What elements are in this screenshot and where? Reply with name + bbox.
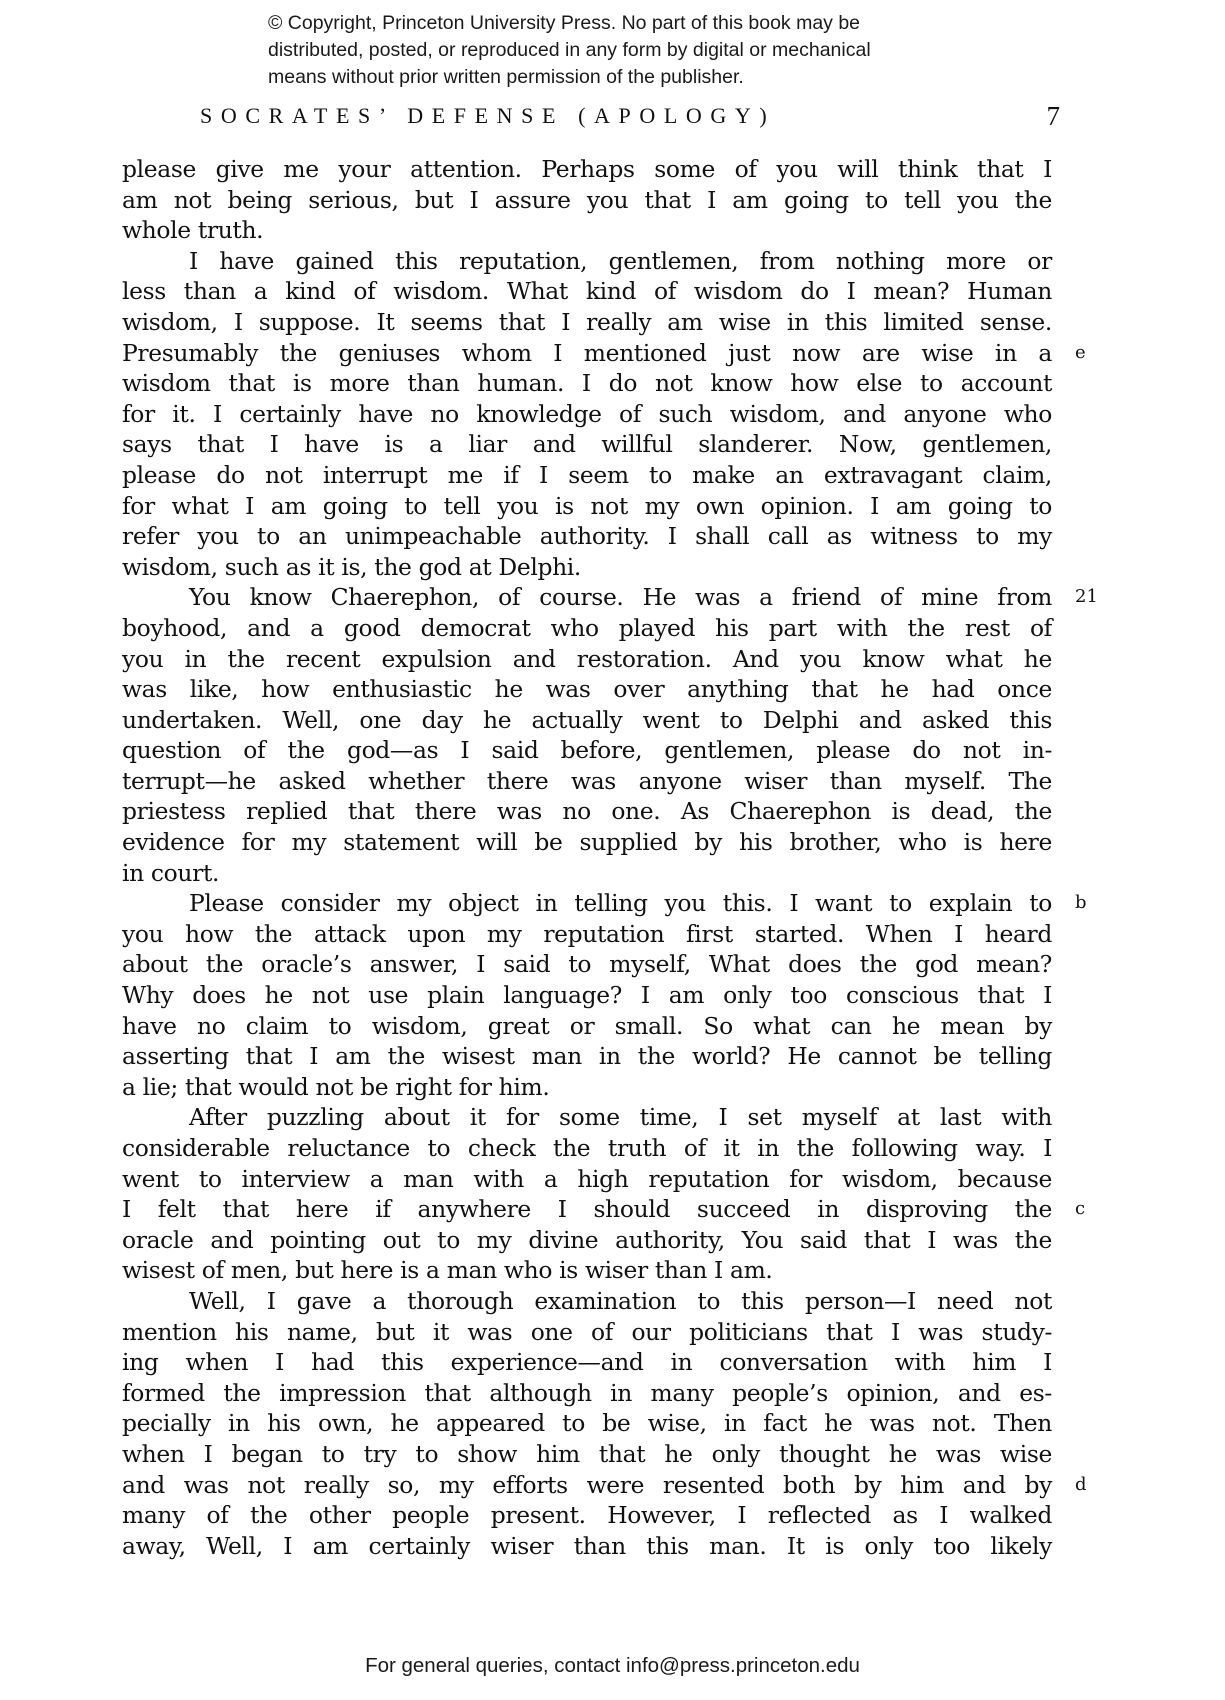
text-line-with-ref [122,582,1098,613]
text-line: for it. I certainly have no knowledge of such wisdom, and anyone who [122,399,1052,428]
text-line: have no claim to wisdom, great or small. So what can he mean by [122,1011,1052,1040]
copyright-line: distributed, posted, or reproduced in any form by digital or mechanical [268,39,871,61]
text-line-with-ref [122,338,1086,369]
text-line: away, Well, I am certainly wiser than this man. It is only too likely [122,1531,1052,1560]
text-line-with-ref [122,1470,1087,1501]
stephanus-marker-b: b [1075,892,1087,914]
text-line: am not being serious, but I assure you that I am going to tell you the [122,185,1052,214]
text-line: oracle and pointing out to my divine authority, You said that I was the [122,1225,1052,1254]
copyright-line: means without prior written permission of the publisher. [268,66,744,88]
text-line: undertaken. Well, one day he actually went to Delphi and asked this [122,705,1052,734]
body-text [122,154,1098,1561]
text-line: formed the impression that although in many people’s opinion, and es- [122,1378,1052,1407]
text-line-with-ref [122,888,1087,919]
text-line: asserting that I am the wisest man in the world? He cannot be telling [122,1042,1052,1071]
running-head [200,103,1060,137]
text-line: many of the other people present. However, I reflected as I walked [122,1501,1052,1530]
text-line: mention his name, but it was one of our politicians that I was study- [122,1317,1052,1346]
text-line: refer you to an unimpeachable authority. I shall call as witness to my [122,522,1052,551]
text-line: less than a kind of wisdom. What kind of wisdom do I mean? Human [122,277,1052,306]
copyright-line: © Copyright, Princeton University Press. No part of this book may be [268,12,861,34]
line-text: I felt that here if anywhere I should succeed in disproving the [122,1195,1052,1224]
text-line: Why does he not use plain language? I am only too conscious that I [122,981,1052,1010]
text-line: After puzzling about it for some time, I set myself at last with [189,1103,1052,1132]
copyright-notice [268,10,988,91]
text-line: went to interview a man with a high reputation for wisdom, because [122,1164,1052,1193]
text-line: I have gained this reputation, gentlemen, from nothing more or [189,246,1052,275]
text-line: wisdom, such as it is, the god at Delphi. [122,552,582,581]
text-line: you how the attack upon my reputation first started. When I heard [122,919,1052,948]
text-line: wisdom that is more than human. I do not know how else to account [122,369,1052,398]
line-text: Please consider my object in telling you this. I want to explain to [189,889,1052,918]
running-title: SOCRATES’ DEFENSE (APOLOGY) [200,103,776,128]
text-line: you in the recent expulsion and restoration. And you know what he [122,644,1052,673]
text-line: wisdom, I suppose. It seems that I really am wise in this limited sense. [122,307,1052,336]
text-line: a lie; that would not be right for him. [122,1072,550,1101]
text-line: question of the god—as I said before, gentlemen, please do not in- [122,736,1052,765]
text-line: priestess replied that there was no one. As Chaerephon is dead, the [122,797,1052,826]
text-line: boyhood, and a good democrat who played his part with the rest of [122,613,1052,642]
text-line-with-ref [122,1194,1086,1225]
text-line: considerable reluctance to check the truth of it in the following way. I [122,1134,1052,1162]
text-line: about the oracle’s answer, I said to myself, What does the god mean? [122,950,1052,979]
text-line: when I began to try to show him that he only thought he was wise [122,1439,1052,1468]
text-line: wisest of men, but here is a man who is wiser than I am. [122,1256,773,1285]
text-line: in court. [122,858,220,887]
text-line: says that I have is a liar and willful slanderer. Now, gentlemen, [122,430,1052,459]
text-line: please do not interrupt me if I seem to make an extravagant claim, [122,460,1052,489]
text-line: pecially in his own, he appeared to be wise, in fact he was not. Then [122,1409,1052,1438]
stephanus-marker-c: c [1075,1198,1086,1220]
text-line: Well, I gave a thorough examination to this person—I need not [189,1286,1052,1315]
text-line: was like, how enthusiastic he was over anything that he had once [122,675,1052,704]
line-text: You know Chaerephon, of course. He was a friend of mine from [189,583,1052,612]
text-line: ing when I had this experience—and in conversation with him I [122,1348,1052,1377]
line-text: and was not really so, my efforts were resented both by him and by [122,1470,1052,1499]
text-line: for what I am going to tell you is not my own opinion. I am going to [122,491,1052,520]
footer-contact: For general queries, contact info@press.princeton.edu [365,1654,860,1677]
text-line: evidence for my statement will be supplied by his brother, who is here [122,828,1052,857]
stephanus-marker-d: d [1075,1473,1087,1495]
line-text: Presumably the geniuses whom I mentioned just now are wise in a [122,338,1052,367]
stephanus-marker-21: 21 [1075,586,1098,608]
page-number: 7 [1046,101,1060,131]
text-line: whole truth. [122,216,264,245]
stephanus-marker-e: e [1075,341,1086,363]
text-line: please give me your attention. Perhaps some of you will think that I [122,155,1052,183]
text-line: terrupt—he asked whether there was anyone wiser than myself. The [122,766,1052,795]
